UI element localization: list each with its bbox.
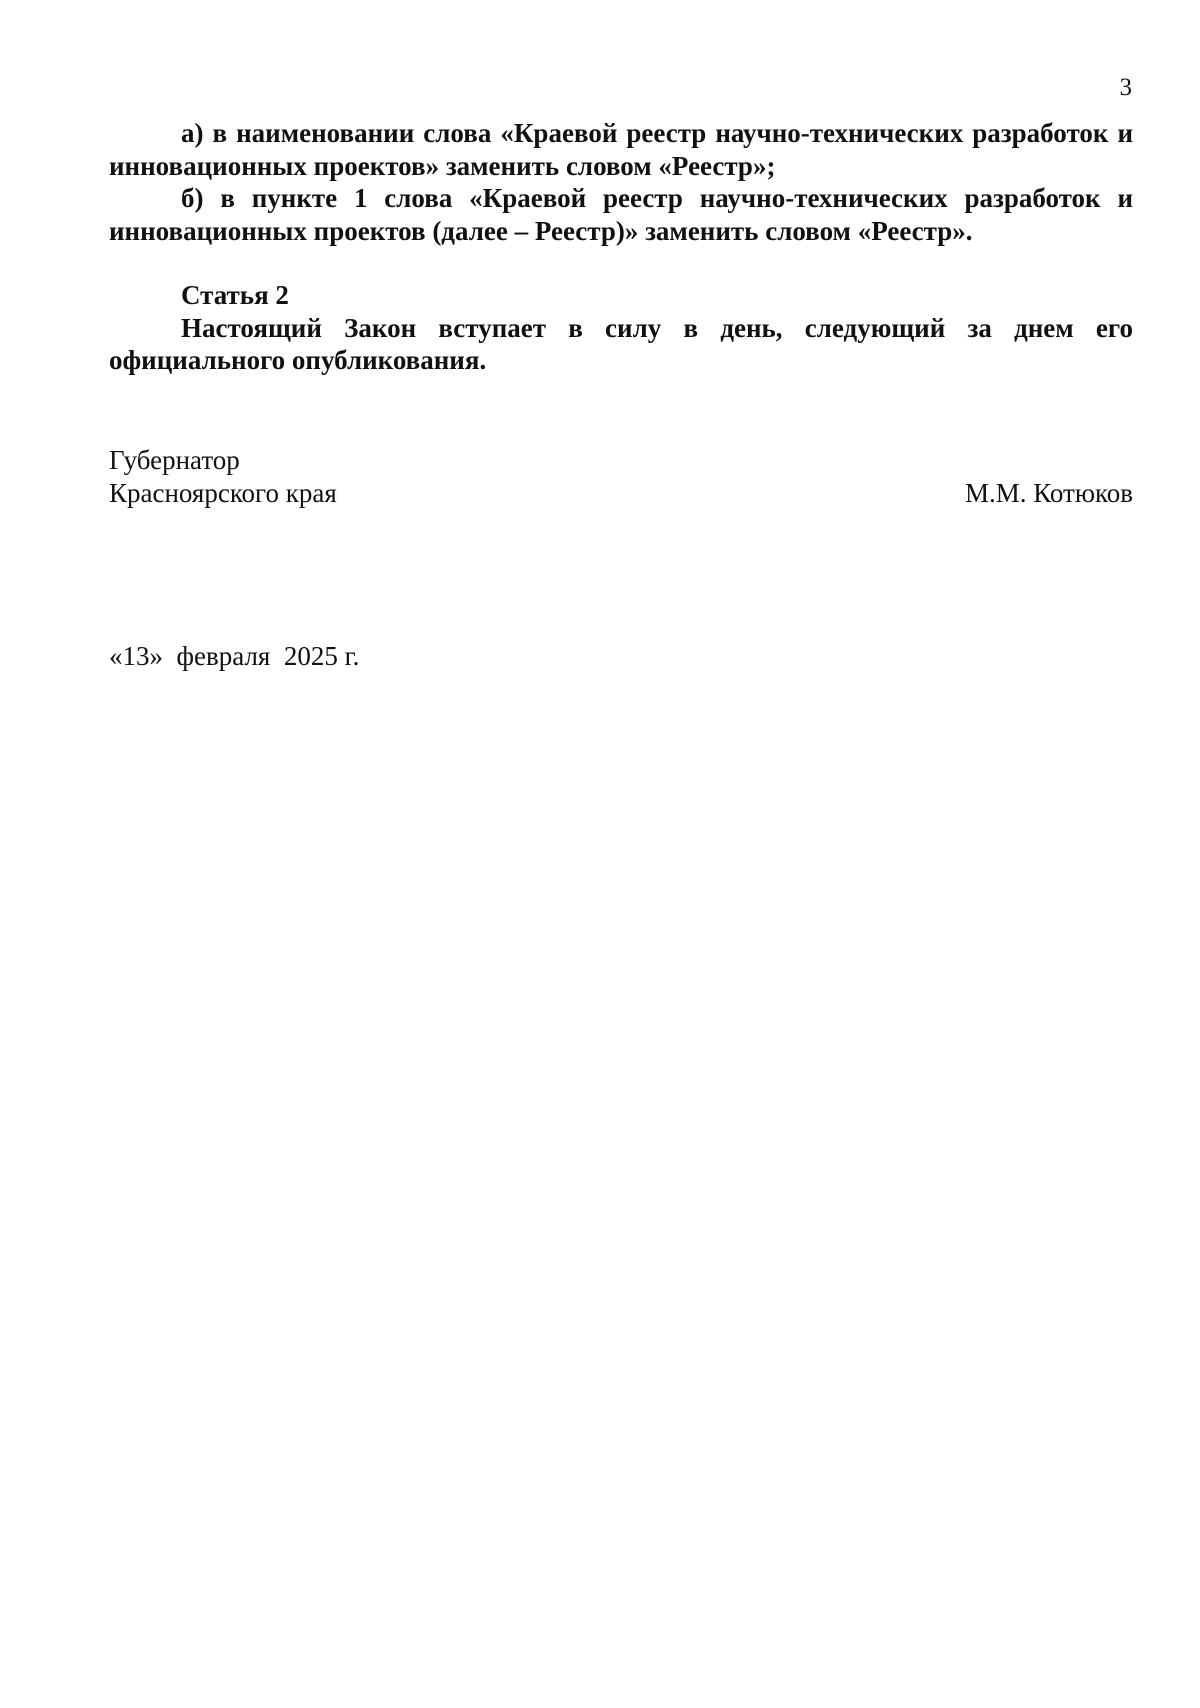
paragraph-item-a: а) в наименовании слова «Краевой реестр научно-технических разработок и инновационных проектов» заменить словом «Реестр»;	[109, 118, 1133, 181]
article-text: Настоящий Закон вступает в силу в день, следующий за днем его официального опубликования.	[109, 312, 1133, 375]
signature-row	[109, 477, 1133, 510]
document-date: «13» февраля 2025 г.	[109, 641, 360, 671]
page-number: 3	[1119, 74, 1132, 101]
signatory-title-line1: Губернатор	[109, 445, 240, 475]
article-section	[109, 279, 1133, 377]
signatory-title-line2: Красноярского края	[109, 478, 337, 508]
article-heading: Статья 2	[181, 280, 289, 310]
paragraph-item-b: б) в пункте 1 слова «Краевой реестр научно-технических разработок и инновационных проектов (далее – Реестр)» заменить словом «Реестр».	[109, 183, 1133, 246]
document-body	[109, 117, 1133, 377]
signatory-name: М.М. Котюков	[964, 478, 1133, 508]
signature-block	[109, 444, 1133, 510]
